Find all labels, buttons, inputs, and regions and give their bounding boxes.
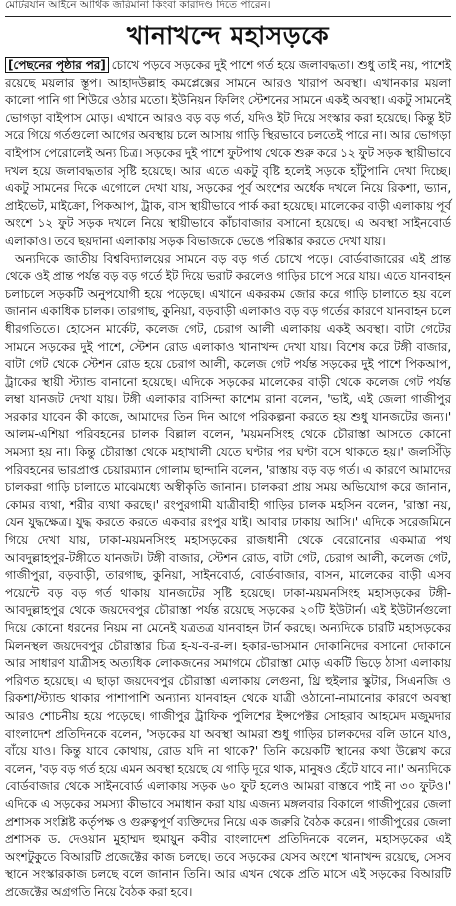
article-paragraph bbox=[5, 57, 451, 251]
paragraph-text: চোখে পড়বে সড়কের দুই পাশে গর্ত হয়ে জলাবদ্ধতা। শুধু তাই নয়, পাশেই রয়েছে ময়লার স্তূপ। আহাদউল্লাহ কমপ্লেক্সের সামনে আরও খারাপ অবস্থা। এখানকার ময়লা কালো পানি গা শিউরে ওঠার মতো। ইউনিয়ন ফিলিং স্টেশনের সামনে একই অবস্থা। একটু সামনেই ভোগড়া বাইপাস মোড়। এখানে আরও বড় বড় গর্ত, যদিও ইট দিয়ে সংস্কার করা হয়েছে। কিন্তু ইট সরে গিয়ে গর্তগুলো আগের অবস্থায় চলে আসায় গাড়ি স্থিরভাবে চলতেই পারে না। আর ভোগড়া বাইপাস পেরোলেই অন্য চিত্র। সড়কের দুই পাশে ফুটপাথ থেকে শুরু করে ১২ ফুট সড়ক স্থায়ীভাবে দখল হয়ে জলাবদ্ধতার সৃষ্টি হয়েছে। আর এতে একটু বৃষ্টি হলেই সড়কে হাঁটুপানি দেখা দিচ্ছে। একটু সামনের দিকে এগোলে দেখা যায়, সড়কের পূর্ব অংশের অর্ধেক দখলে নিয়ে রিকশা, ভ্যান, প্রাইভেট, মাইক্রো, পিকআপ, ট্রাক, বাস স্থায়ীভাবে পার্ক করা হয়েছে। মালেকের বাড়ী এলাকায় পূর্ব অংশে ১২ ফুট সড়ক দখলে নিয়ে স্থায়ীভাবে কাঁচাবাজার বসানো হয়েছে। এ অবস্থা সাইনবোর্ড এলাকাও। তবে ছয়দানা এলাকায় সড়ক বিভাজকে ভেঙে পরিষ্কার করতে দেখা যায়। bbox=[5, 58, 451, 248]
article-paragraph bbox=[5, 251, 451, 902]
cut-off-previous-text: মোটরযান আইনে আর্থিক জরিমানা কিংবা কারাদণ্ড দিতে পারেন। bbox=[5, 0, 451, 17]
paragraph-text: অন্যদিকে জাতীয় বিশ্ববিদ্যালয়ের সামনে বড় বড় গর্ত চোখে পড়ে। বোর্ডবাজারের এই প্রান্ত থেকে ওই প্রান্ত পর্যন্ত বড় বড় গর্তে ইট দিয়ে ভরাট করলেও গাড়ির চাপে সরে যায়। এতে যানবাহন চলাচলে সড়কটি অনুপযোগী হয়ে পড়েছে। এখানে একরকম জোর করে গাড়ি চালাতে হয় বলে জানান একাধিক চালক। তারগাছ, কুনিয়া, বড়বাড়ী এলাকাও বড় বড় গর্তের কারণে যানবাহন চলে ধীরগতিতে। হোসেন মার্কেট, কলেজ গেট, চেরাগ আলী এলাকায় একই অবস্থা। বাটা গেটের সামনে সড়কের দুই পাশে, স্টেশন রোড এলাকাও খানাখন্দ দেখা যায়। বিশেষ করে টঙ্গী বাজার, বাটা গেট থেকে স্টেশন রোড হয়ে চেরাগ আলী, কলেজ গেট পর্যন্ত সড়কের দুই পাশে পিকআপ, ট্রাকের স্থায়ী স্ট্যান্ড বানানো হয়েছে। এদিকে সড়কের মালেকের বাড়ী থেকে কলেজ গেট পর্যন্ত লম্বা যানজট দেখা যায়। টঙ্গী এলাকার বাসিন্দা কাশেম রানা বলেন, 'ভাই, এই জেলা গাজীপুর সরকার যাবেন কী কাজে, আমাদের তিন দিন আগে পরিকল্পনা করতে হয় শুধু যানজটের জন্য।' আলম-এশিয়া পরিবহনের চালক বিল্লাল বলেন, 'ময়মনসিংহ থেকে চৌরাস্তা আসতে কোনো সমস্যা হয় না। কিন্তু চৌরাস্তা থেকে মহাখালী যেতে ঘণ্টার পর ঘণ্টা বসে থাকতে হয়।' জলসিঁড়ি পরিবহনের ভারপ্রাপ্ত চেয়ারম্যান গোলাম ছান্দানি বলেন, 'রাস্তায় বড় বড় গর্ত। এ কারণে আমাদের চালকরা গাড়ি চালাতে মাঝেমধ্যে অস্বীকৃতি জানান। চালকরা প্রায় সময় অভিযোগ করে জানান, কোমর ব্যথা, শরীর ব্যথা করছে।' রংপুরগামী যাত্রীবাহী গাড়ির চালক মহসিন বলেন, 'রাস্তা নয়, যেন যুদ্ধক্ষেত্র। যুদ্ধ করতে করতে একবার রংপুর যাই। আবার ঢাকায় আসি।' এদিকে সরেজমিনে গিয়ে দেখা যায়, ঢাকা-ময়মনসিংহ মহাসড়কের রাজধানী থেকে বেরোনোর একমাত্র পথ আবদুল্লাহপুর-টঙ্গীতে যানজট। টঙ্গী বাজার, স্টেশন রোড, বাটা গেট, চেরাগ আলী, কলেজ গেট, গাজীপুরা, বড়বাড়ী, তারগাছ, কুনিয়া, সাইনবোর্ড, বোর্ডবাজার, বাসন, মালেকের বাড়ী এসব পয়েন্টে বড় বড় গর্ত থাকায় যানজটের সৃষ্টি হয়েছে। ঢাকা-ময়মনসিংহ মহাসড়কের টঙ্গী-আবদুল্লাহপুর থেকে জয়দেবপুর চৌরাস্তা পর্যন্ত রয়েছে সড়কের ২০টি ইউটার্ন। এই ইউটার্নগুলো দিয়ে কোনো ধরনের নিয়ম না মেনেই যত্রতত্র যানবাহন টার্ন করছে। অন্যদিকে চারটি মহাসড়কের মিলনস্থল জয়দেবপুর চৌরাস্তার চিত্র হ-য-ব-র-ল। হকার-ভাসমান দোকানিদের বসানো দোকানে আর সাধারণ যাত্রীসহ অত্যধিক লোকজনের সমাগমে চৌরাস্তা মোড় একটি ভিড়ে ঠাসা এলাকায় পরিণত হয়েছে। এ ছাড়া জয়দেবপুর চৌরাস্তা এলাকায় লেগুনা, থ্রি হুইলার স্কুটার, সিএনজি ও রিকশা/স্ট্যান্ড থাকার পাশাপাশি অন্যান্য যানবাহন থেকে যাত্রী ওঠানো-নামানোর কারণে অবস্থা আরও শোচনীয় হয়ে পড়েছে। গাজীপুর ট্রাফিক পুলিশের ইন্সপেক্টর সোহরাব আহমেদ মজুমদার বাংলাদেশ প্রতিদিনকে বলেন, 'সড়কের যা অবস্থা আমরা শুধু গাড়ির চালকদের বলি ডানে যাও, বাঁয়ে যাও। কিন্তু যাবে কোথায়, রোড যদি না থাকে?' তিনি কয়েকটি স্থানের কথা উল্লেখ করে বলেন, 'বড় বড় গর্ত হয়ে এমন অবস্থা হয়েছে যে গাড়ি দূরে থাক, মানুষও হেঁটে যাবে না।' অন্যদিকে বোর্ডবাজার থেকে সাইনবোর্ড এলাকায় সড়ক ৬০ ফুট হলেও আমরা বাস্তবে পাই না ৩০ ফুটও।' এদিকে এ সড়কের সমস্যা কীভাবে সমাধান করা যায় এজন্য মঙ্গলবার বিকালে গাজীপুরের জেলা প্রশাসক সংশ্লিষ্ট কর্তৃপক্ষ ও গুরুত্বপূর্ণ ব্যক্তিদের নিয়ে এক জরুরি বৈঠক করেন। গাজীপুরের জেলা প্রশাসক ড. দেওয়ান মুহাম্মদ হুমায়ুন কবীর বাংলাদেশ প্রতিদিনকে বলেন, মহাসড়কের এই অংশটুকুতে বিআরটি প্রজেক্টের কাজ চলছে। তবে সড়কের যেসব অংশে খানাখন্দ রয়েছে, সেসব স্থানে সংস্কারকাজ চলছে বলে জানান তিনি। আর এখন থেকে প্রতি মাসে এই সড়কের বিআরটি প্রজেক্টের অগ্রগতি নিয়ে বৈঠক করা হবে। bbox=[5, 251, 451, 899]
article-headline: খানাখন্দে মহাসড়কে bbox=[126, 21, 330, 50]
continuation-label: [পেছনের পৃষ্ঠার পর] bbox=[5, 57, 109, 73]
article-body bbox=[5, 57, 451, 902]
